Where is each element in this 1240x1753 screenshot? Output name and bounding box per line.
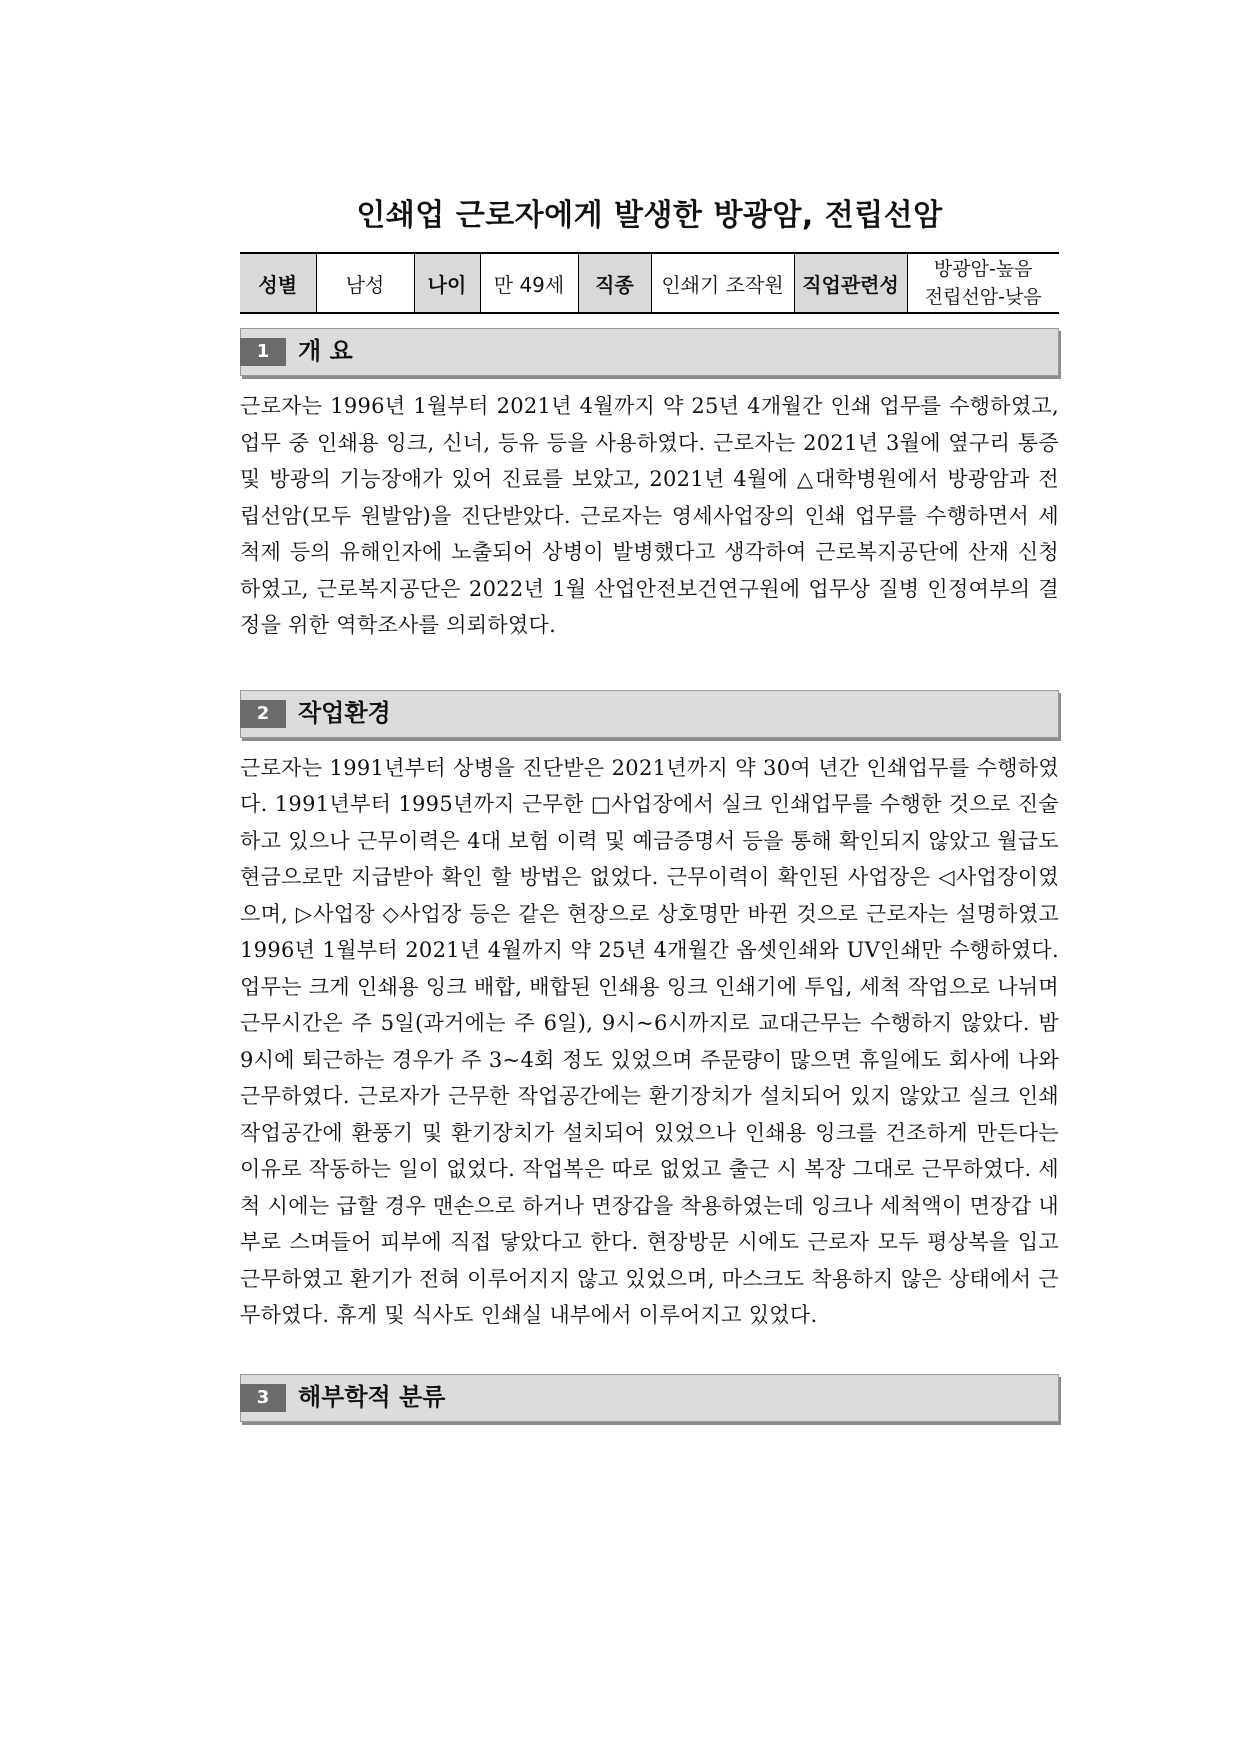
section-bar <box>240 328 1059 376</box>
job-value: 인쇄기 조작원 <box>651 253 794 313</box>
section-header-work-environment <box>240 690 1059 740</box>
work-environment-paragraph: 근로자는 1991년부터 상병을 진단받은 2021년까지 약 30여 년간 인쇄업무를 수행하였다. 1991년부터 1995년까지 근무한 □사업장에서 실크 인쇄업무를 수행한 것으로 진술하고 있으나 근무이력은 4대 보험 이력 및 예금증명서 등을 통해 확인되지 않았고 월급도 현금으로만 지급받아 확인 할 방법은 없었다. 근무이력이 확인된 사업장은 ◁사업장이였으며, ▷사업장 ◇사업장 등은 같은 현장으로 상호명만 바뀐 것으로 근로자는 설명하였고 1996년 1월부터 2021년 4월까지 약 25년 4개월간 옵셋인쇄와 UV인쇄만 수행하였다. 업무는 크게 인쇄용 잉크 배합, 배합된 인쇄용 잉크 인쇄기에 투입, 세척 작업으로 나뉘며 근무시간은 주 5일(과거에는 주 6일), 9시~6시까지로 교대근무는 수행하지 않았다. 밤 9시에 퇴근하는 경우가 주 3~4회 정도 있었으며 주문량이 많으면 휴일에도 회사에 나와 근무하였다. 근로자가 근무한 작업공간에는 환기장치가 설치되어 있지 않았고 실크 인쇄 작업공간에 환풍기 및 환기장치가 설치되어 있었으나 인쇄용 잉크를 건조하게 만든다는 이유로 작동하는 일이 없었다. 작업복은 따로 없었고 출근 시 복장 그대로 근무하였다. 세척 시에는 급할 경우 맨손으로 하거나 면장갑을 착용하였는데 잉크나 세척액이 면장갑 내부로 스며들어 피부에 직접 닿았다고 한다. 현장방문 시에도 근로자 모두 평상복을 입고 근무하였고 환기가 전혀 이루어지지 않고 있었으며, 마스크도 착용하지 않은 상태에서 근무하였다. 휴게 및 식사도 인쇄실 내부에서 이루어지고 있었다. <box>240 755 1059 1327</box>
section-number: 1 <box>240 338 286 366</box>
section-heading: 해부학적 분류 <box>298 1382 446 1411</box>
age-label: 나이 <box>414 253 480 313</box>
document-page <box>240 190 1059 1424</box>
case-info-table <box>240 252 1059 314</box>
job-label: 직종 <box>578 253 651 313</box>
case-info-row <box>240 253 1059 313</box>
overview-paragraph: 근로자는 1996년 1월부터 2021년 4월까지 약 25년 4개월간 인쇄 업무를 수행하였고, 업무 중 인쇄용 잉크, 신너, 등유 등을 사용하였다. 근로자는 2021년 3월에 옆구리 통증 및 방광의 기능장애가 있어 진료를 보았고, 2021년 4월에 △대학병원에서 방광암과 전립선암(모두 원발암)을 진단받았다. 근로자는 영세사업장의 인쇄 업무를 수행하면서 세척제 등의 유해인자에 노출되어 상병이 발병했다고 생각하여 근로복지공단에 산재 신청하였고, 근로복지공단은 2022년 1월 산업안전보건연구원에 업무상 질병 인정여부의 결정을 위한 역학조사를 의뢰하였다. <box>240 394 1059 637</box>
relevance-label: 직업관련성 <box>794 253 907 313</box>
section-header-anatomical-classification <box>240 1374 1059 1424</box>
age-value: 만 49세 <box>480 253 578 313</box>
section-number: 3 <box>240 1384 286 1412</box>
section-number: 2 <box>240 700 286 728</box>
relevance-value <box>907 253 1059 313</box>
relevance-prostate: 전립선암-낮음 <box>924 286 1042 308</box>
document-title: 인쇄업 근로자에게 발생한 방광암, 전립선암 <box>356 198 943 233</box>
sex-label: 성별 <box>240 253 316 313</box>
sex-value: 남성 <box>316 253 414 313</box>
section-heading: 작업환경 <box>298 698 391 727</box>
section-header-overview <box>240 328 1059 378</box>
relevance-bladder: 방광암-높음 <box>933 258 1033 280</box>
section-heading: 개 요 <box>298 337 353 365</box>
